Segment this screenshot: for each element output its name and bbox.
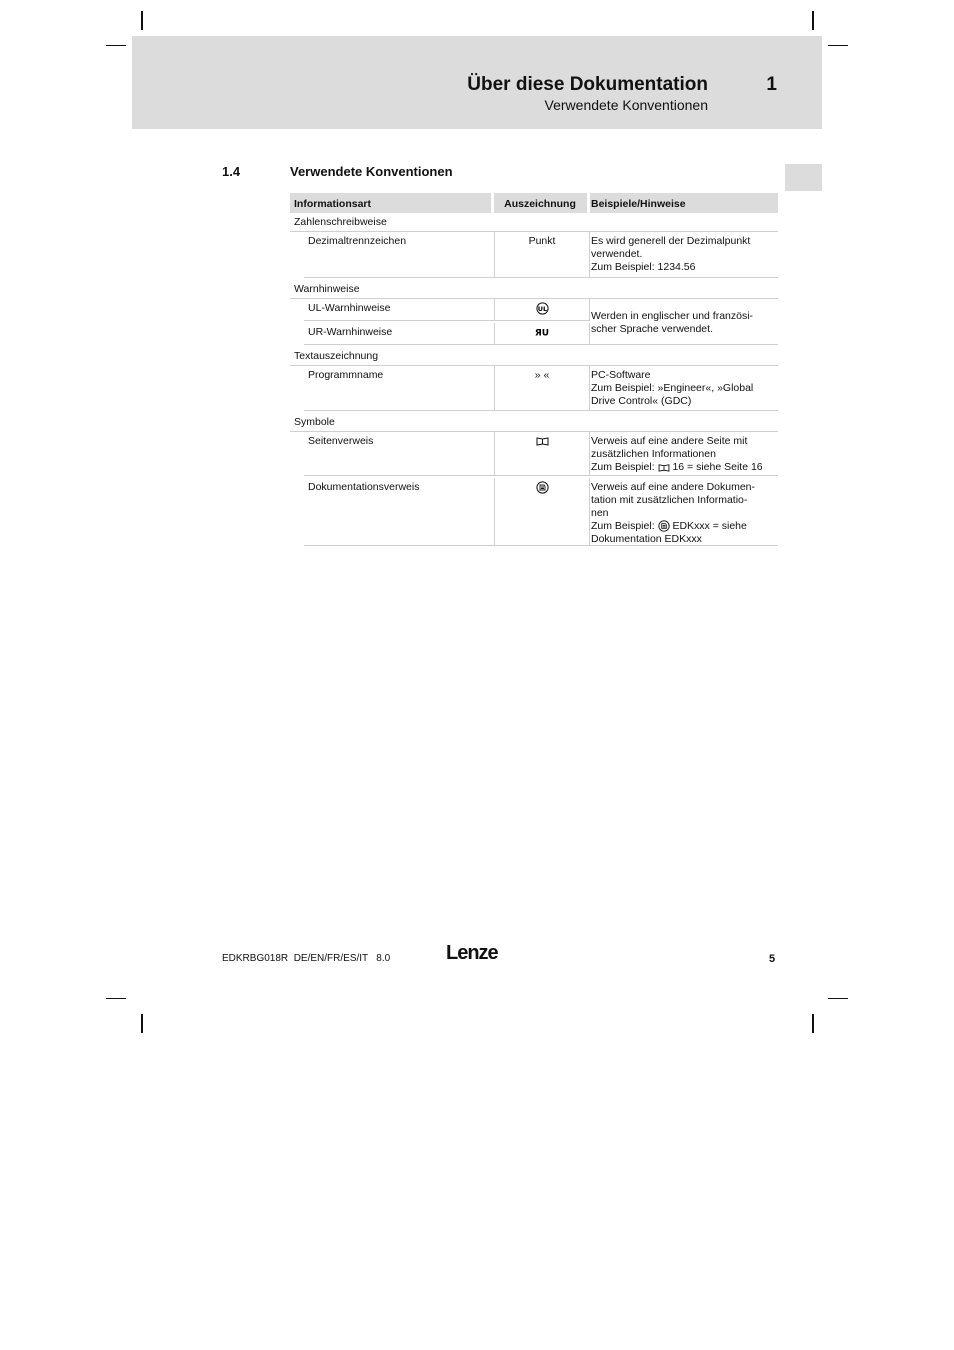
- row-mark: Punkt: [494, 232, 590, 278]
- documentation-icon: [494, 478, 590, 546]
- header-cell-beispiele: Beispiele/Hinweise: [591, 198, 686, 210]
- row-notes: [589, 432, 778, 476]
- note-line: Verweis auf eine andere Dokumen-: [591, 481, 756, 493]
- note-line: Es wird generell der Dezimalpunkt: [591, 235, 751, 247]
- svg-text:ЯU: ЯU: [535, 328, 549, 338]
- crop-mark: [828, 998, 848, 999]
- chapter-title: Über diese Dokumentation: [467, 74, 708, 95]
- row-notes: [589, 299, 778, 345]
- group-label: Zahlenschreibweise: [290, 213, 778, 232]
- row-name: Dokumentationsverweis: [304, 478, 494, 546]
- note-line: verwendet.: [591, 248, 643, 260]
- note-line: Verweis auf eine andere Seite mit: [591, 435, 748, 447]
- documentation-icon: [658, 520, 670, 532]
- book-icon: [658, 463, 670, 472]
- conventions-table: [290, 193, 778, 548]
- header-band: [132, 36, 822, 129]
- header-cell-auszeichnung: Auszeichnung: [504, 198, 576, 210]
- note-line: tation mit zusätzlichen Informatio-: [591, 494, 748, 506]
- group-label: Warnhinweise: [290, 280, 778, 299]
- row-notes: [589, 232, 778, 278]
- example-prefix: Zum Beispiel:: [591, 520, 655, 532]
- thumb-index-tab: [785, 164, 822, 191]
- note-line: [591, 520, 778, 533]
- note-line: PC-Software: [591, 369, 651, 381]
- row-name: UR-Warnhinweise: [304, 323, 494, 345]
- crop-mark: [812, 11, 814, 30]
- table-header: [290, 193, 778, 213]
- row-name: UL-Warnhinweise: [304, 299, 494, 321]
- note-line: [591, 461, 778, 474]
- note-line: Dokumentation EDKxxx: [591, 533, 702, 545]
- chapter-number: 1: [766, 74, 777, 95]
- header-separator: [587, 193, 590, 213]
- table-row: [290, 432, 778, 478]
- note-line: zusätzlichen Informationen: [591, 448, 716, 460]
- note-line: Zum Beispiel: 1234.56: [591, 261, 696, 273]
- page-number: 5: [769, 953, 776, 965]
- row-name: Dezimaltrennzeichen: [304, 232, 494, 278]
- crop-mark: [106, 45, 126, 46]
- note-line: Drive Control« (GDC): [591, 395, 692, 407]
- example-text: EDKxxx = siehe: [672, 520, 747, 532]
- book-icon: [494, 432, 590, 476]
- lenze-logo: Lenze: [446, 942, 498, 964]
- crop-mark: [812, 1014, 814, 1033]
- example-prefix: Zum Beispiel:: [591, 461, 655, 473]
- section-number: 1.4: [222, 164, 241, 179]
- table-row-group: [290, 299, 778, 347]
- table-row: [290, 478, 778, 548]
- crop-mark: [106, 998, 126, 999]
- row-name: Seitenverweis: [304, 432, 494, 476]
- svg-text:UL: UL: [537, 305, 547, 313]
- row-notes: [589, 366, 778, 411]
- note-line: nen: [591, 507, 609, 519]
- section-title: Verwendete Konventionen: [290, 164, 453, 179]
- crop-mark: [141, 11, 143, 30]
- chapter-subtitle: Verwendete Konventionen: [544, 97, 708, 113]
- ul-listed-icon: [494, 299, 590, 321]
- row-name: Programmname: [304, 366, 494, 411]
- row-notes: [589, 478, 778, 546]
- group-label: Symbole: [290, 413, 778, 432]
- note-line: scher Sprache verwendet.: [591, 323, 713, 335]
- document-id: EDKRBG018R DE/EN/FR/ES/IT 8.0: [222, 953, 391, 964]
- row-mark: » «: [494, 366, 590, 411]
- group-label: Textauszeichnung: [290, 347, 778, 366]
- note-line: Werden in englischer und französi-: [591, 310, 754, 322]
- table-row: [290, 232, 778, 280]
- header-cell-informationsart: Informationsart: [294, 198, 372, 210]
- crop-mark: [141, 1014, 143, 1033]
- ur-recognized-icon: [494, 323, 590, 345]
- table-row: [290, 366, 778, 413]
- crop-mark: [828, 45, 848, 46]
- example-text: 16 = siehe Seite 16: [672, 461, 763, 473]
- note-line: Zum Beispiel: »Engineer«, »Global: [591, 382, 754, 394]
